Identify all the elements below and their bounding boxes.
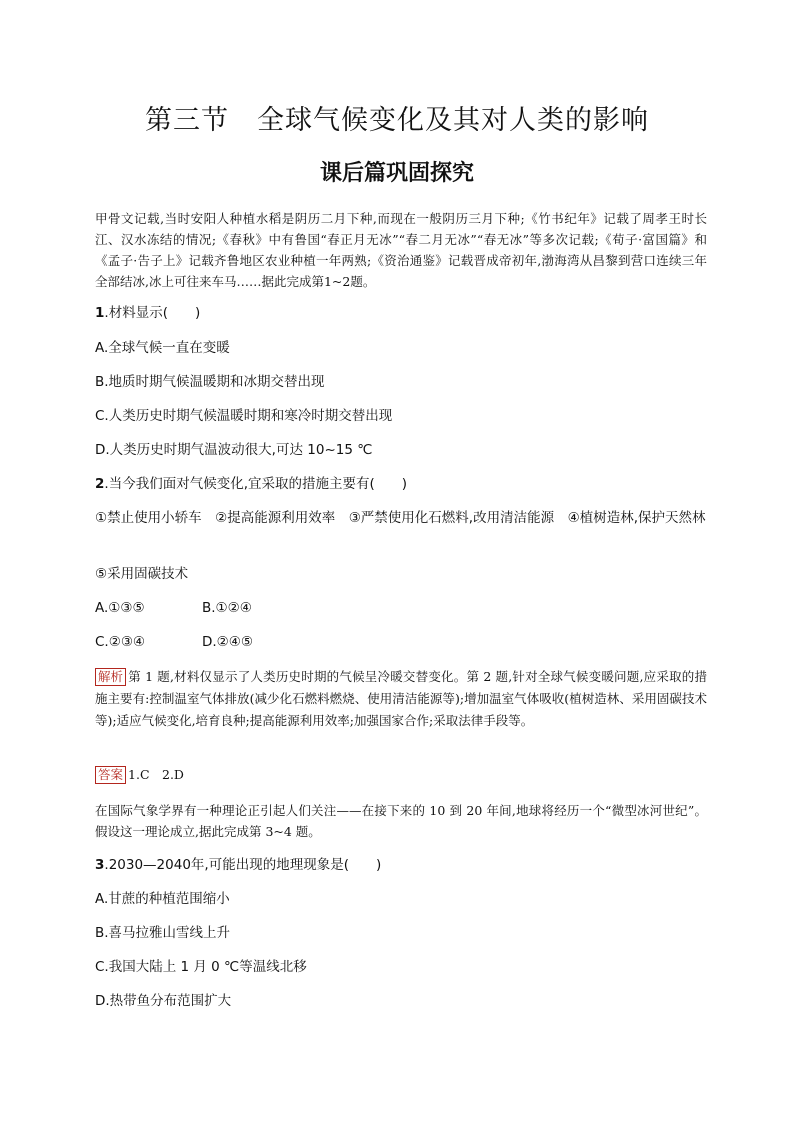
question-3-number: 3 xyxy=(95,857,105,873)
question-2-options-cd xyxy=(95,631,707,653)
question-1-number: 1 xyxy=(95,305,105,321)
question-1-stem xyxy=(95,302,707,324)
question-3-option-a: A.甘蔗的种植范围缩小 xyxy=(95,891,230,907)
analysis-text: 第 1 题,材料仅显示了人类历史时期的气候呈冷暖交替变化。第 2 题,针对全球气候变暖问题,应采取的措施主要有:控制温室气体排放(减少化石燃料燃烧、使用清洁能源等);增加温室气体吸收(植树造林、采用固碳技术等);适应气候变化,培育良种;提高能源利用效率;加强国家合作;采取法律手段等。 xyxy=(95,669,707,728)
page-title: 第三节 全球气候变化及其对人类的影响 xyxy=(145,105,649,136)
question-2-number: 2 xyxy=(95,476,105,492)
question-1-option-a: A.全球气候一直在变暖 xyxy=(95,340,230,356)
question-2-options-ab xyxy=(95,597,707,619)
question-3-stem xyxy=(95,854,707,876)
question-3-option-d: D.热带鱼分布范围扩大 xyxy=(95,993,232,1009)
answer-label: 答案 xyxy=(95,766,126,784)
question-2-option-a: A.①③⑤ xyxy=(95,600,145,616)
question-2-text: .当今我们面对气候变化,宜采取的措施主要有( ) xyxy=(104,476,408,492)
question-2-option-c: C.②③④ xyxy=(95,634,146,650)
page-subtitle: 课后篇巩固探究 xyxy=(319,160,474,186)
question-2-item-5: ⑤采用固碳技术 xyxy=(95,566,189,582)
question-1-option-c: C.人类历史时期气候温暖时期和寒冷时期交替出现 xyxy=(95,408,393,424)
passage-2: 在国际气象学界有一种理论正引起人们关注——在接下来的 10 到 20 年间,地球将经历一个“微型冰河世纪”。假设这一理论成立,据此完成第 3~4 题。 xyxy=(95,803,707,839)
analysis-label: 解析 xyxy=(95,668,126,686)
answer-block xyxy=(95,764,707,786)
question-2-option-b: B.①②④ xyxy=(202,600,252,616)
analysis-block xyxy=(95,666,707,732)
question-2-option-d: D.②④⑤ xyxy=(202,634,253,650)
answer-text: 1.C 2.D xyxy=(128,767,184,782)
question-2-stem xyxy=(95,473,707,495)
passage-1: 甲骨文记载,当时安阳人种植水稻是阴历二月下种,而现在一般阴历三月下种;《竹书纪年》记载了周孝王时长江、汉水冻结的情况;《春秋》中有鲁国“春正月无冰”“春二月无冰”“春无冰”等多次记载;《荀子·富国篇》和《孟子·告子上》记载齐鲁地区农业种植一年两熟;《资治通鉴》记载晋成帝初年,渤海湾从昌黎到营口连续三年全部结冰,冰上可往来车马……据此完成第1~2题。 xyxy=(95,211,707,289)
question-3-option-b: B.喜马拉雅山雪线上升 xyxy=(95,925,231,941)
question-1-option-b: B.地质时期气候温暖期和冰期交替出现 xyxy=(95,374,325,390)
question-3-option-c: C.我国大陆上 1 月 0 ℃等温线北移 xyxy=(95,959,307,975)
question-3-text: .2030—2040年,可能出现的地理现象是( ) xyxy=(104,857,382,873)
question-1-text: .材料显示( ) xyxy=(104,305,201,321)
question-2-items: ①禁止使用小轿车 ②提高能源利用效率 ③严禁使用化石燃料,改用清洁能源 ④植树造林,保护天然林 xyxy=(95,510,706,526)
question-1-option-d: D.人类历史时期气温波动很大,可达 10~15 ℃ xyxy=(95,442,373,458)
